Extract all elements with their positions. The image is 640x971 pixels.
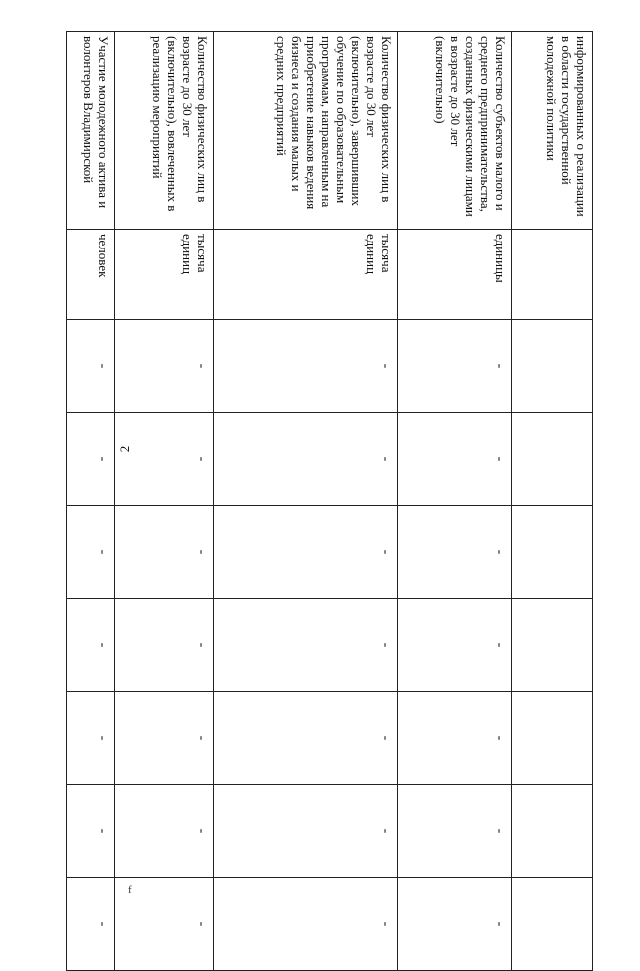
row-value: -	[214, 506, 398, 599]
row-value: -	[398, 413, 512, 506]
indicators-table	[66, 31, 593, 971]
row-value	[512, 692, 593, 785]
row-name: Количество субъектов малого и среднего предпринимательства, созданных физическими лицами в возрасте до 30 лет (включительно)	[398, 32, 512, 230]
table-row	[214, 32, 398, 971]
row-value: -	[398, 785, 512, 878]
page-number: 2	[117, 445, 132, 453]
table-row	[398, 32, 512, 971]
row-value: -	[67, 599, 115, 692]
row-value: -	[67, 692, 115, 785]
row-name: Количество физических лиц в возрасте до 30 лет (включительно), вовлеченных в реализацию мероприятий	[115, 32, 214, 230]
row-value	[512, 506, 593, 599]
rotated-table-container	[67, 31, 593, 927]
row-value: -	[214, 413, 398, 506]
row-value	[512, 599, 593, 692]
row-value: -	[115, 506, 214, 599]
row-unit: единицы	[398, 230, 512, 320]
row-value: -	[67, 785, 115, 878]
table-row	[512, 32, 593, 971]
row-unit	[512, 230, 593, 320]
row-value: -	[115, 785, 214, 878]
row-value: -	[398, 320, 512, 413]
row-value: -	[398, 692, 512, 785]
row-name: информированных о реализации в области государственной молодежной политики	[512, 32, 593, 230]
row-value: -	[67, 878, 115, 971]
row-name: Участие молодежного актива и волонтеров Владимирской	[67, 32, 115, 230]
row-value: -	[67, 506, 115, 599]
row-value: -	[214, 320, 398, 413]
row-value	[512, 413, 593, 506]
row-value: -	[67, 320, 115, 413]
table-row	[115, 32, 214, 971]
row-unit: тысяча единиц	[214, 230, 398, 320]
row-value: -	[214, 599, 398, 692]
row-value: -	[67, 413, 115, 506]
row-value: -	[115, 599, 214, 692]
row-value: -	[398, 599, 512, 692]
row-value	[512, 785, 593, 878]
row-value	[512, 320, 593, 413]
row-value: -	[398, 878, 512, 971]
row-value: -	[115, 413, 214, 506]
row-value: -	[115, 878, 214, 971]
row-value: -	[214, 692, 398, 785]
stray-mark: f	[128, 884, 132, 896]
row-name: Количество физических лиц в возрасте до 30 лет (включительно), завершивших обучение по образовательным программам, направленным на приобретение навыков ведения бизнеса и создания малых и средних предприятий	[214, 32, 398, 230]
row-value: -	[115, 692, 214, 785]
row-value: -	[398, 506, 512, 599]
row-unit: человек	[67, 230, 115, 320]
row-value	[512, 878, 593, 971]
row-value: -	[214, 878, 398, 971]
row-unit: тысяча единиц	[115, 230, 214, 320]
table-row	[67, 32, 115, 971]
row-value: -	[214, 785, 398, 878]
row-value: -	[115, 320, 214, 413]
